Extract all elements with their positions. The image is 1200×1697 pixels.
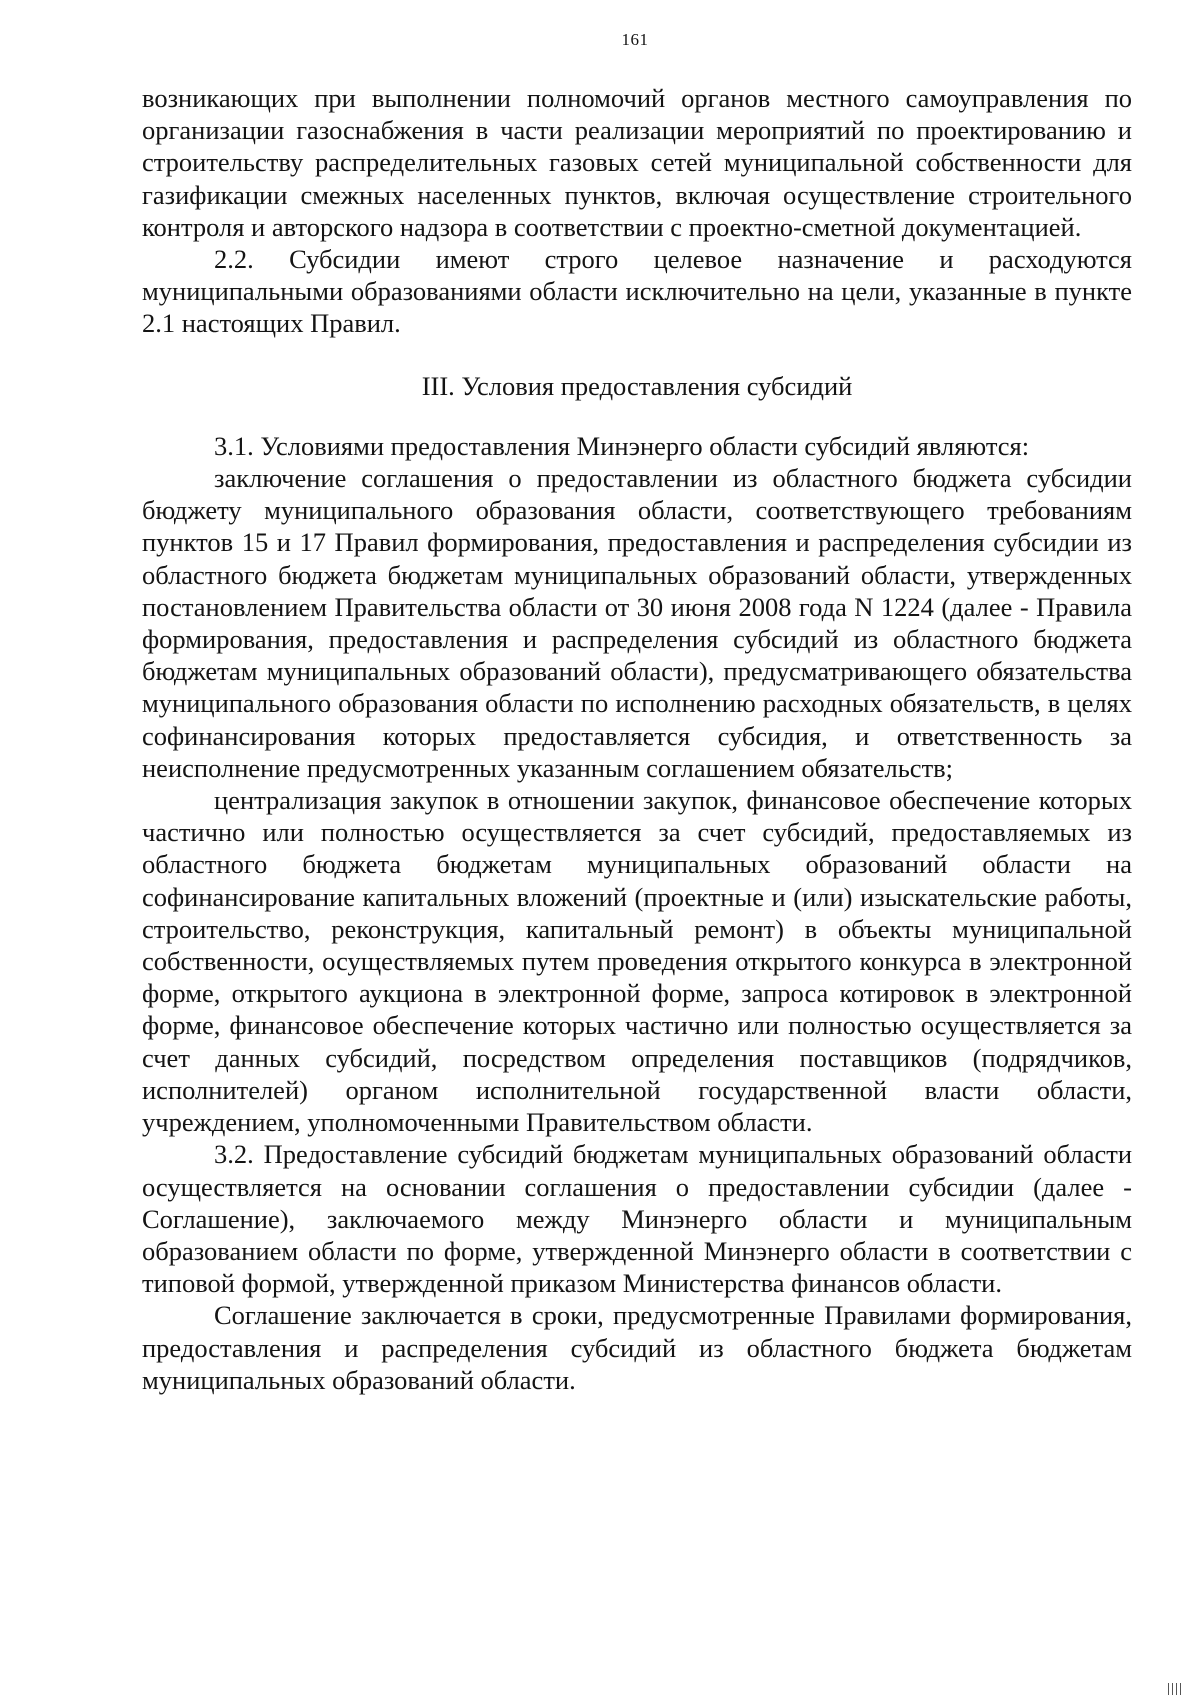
paragraph-agreement-condition: заключение соглашения о предоставлении из областного бюджета субсидии бюджету муниципального образования области, соответствующего требованиям пунктов 15 и 17 Правил формирования, предоставления и распределения субсидии из областного бюджета бюджетам муниципальных образований области, утвержденных постановлением Правительства области от 30 июня 2008 года N 1224 (далее - Правила формирования, предоставления и распределения субсидий из областного бюджета бюджетам муниципальных образований области), предусматривающего обязательства муниципального образования области по исполнению расходных обязательств, в целях софинансирования которых предоставляется субсидия, и ответственность за неисполнение предусмотренных указанным соглашением обязательств; [142,463,1132,783]
page-number: 161 [621,30,649,49]
scan-mark [1168,1683,1188,1697]
paragraph-continuation: возникающих при выполнении полномочий органов местного самоуправления по организации газоснабжения в части реализации мероприятий по проектированию и строительству распределительных газовых сетей муниципальной собственности для газификации смежных населенных пунктов, включая осуществление строительного контроля и авторского надзора в соответствии с проектно-сметной документацией. [142,83,1132,242]
paragraph-3-1: 3.1. Условиями предоставления Минэнерго области субсидий являются: [214,430,1030,461]
section-heading-iii: III. Условия предоставления субсидий [421,370,853,401]
document-body [142,82,1132,1396]
paragraph-3-2: 3.2. Предоставление субсидий бюджетам муниципальных образований области осуществляется на основании соглашения о предоставлении субсидии (далее - Соглашение), заключаемого между Минэнерго области и муниципальным образованием области по форме, утвержденной Минэнерго области в соответствии с типовой формой, утвержденной приказом Министерства финансов области. [142,1139,1132,1299]
paragraph-2-2: 2.2. Субсидии имеют строго целевое назначение и расходуются муниципальными образованиями области исключительно на цели, указанные в пункте 2.1 настоящих Правил. [142,244,1132,339]
paragraph-centralization-condition: централизация закупок в отношении закупок, финансовое обеспечение которых частично или полностью осуществляется за счет субсидий, предоставляемых из областного бюджета бюджетам муниципальных образований области на софинансирование капитальных вложений (проектные и (или) изыскательские работы, строительство, реконструкция, капитальный ремонт) в объекты муниципальной собственности, осуществляемых путем проведения открытого конкурса в электронной форме, открытого аукциона в электронной форме, запроса котировок в электронной форме, финансовое обеспечение которых частично или полностью осуществляется за счет данных субсидий, посредством определения поставщиков (подрядчиков, исполнителей) органом исполнительной государственной власти области, учреждением, уполномоченными Правительством области. [142,785,1132,1138]
paragraph-agreement-terms: Соглашение заключается в сроки, предусмотренные Правилами формирования, предоставления и распределения субсидий из областного бюджета бюджетам муниципальных образований области. [142,1300,1132,1395]
